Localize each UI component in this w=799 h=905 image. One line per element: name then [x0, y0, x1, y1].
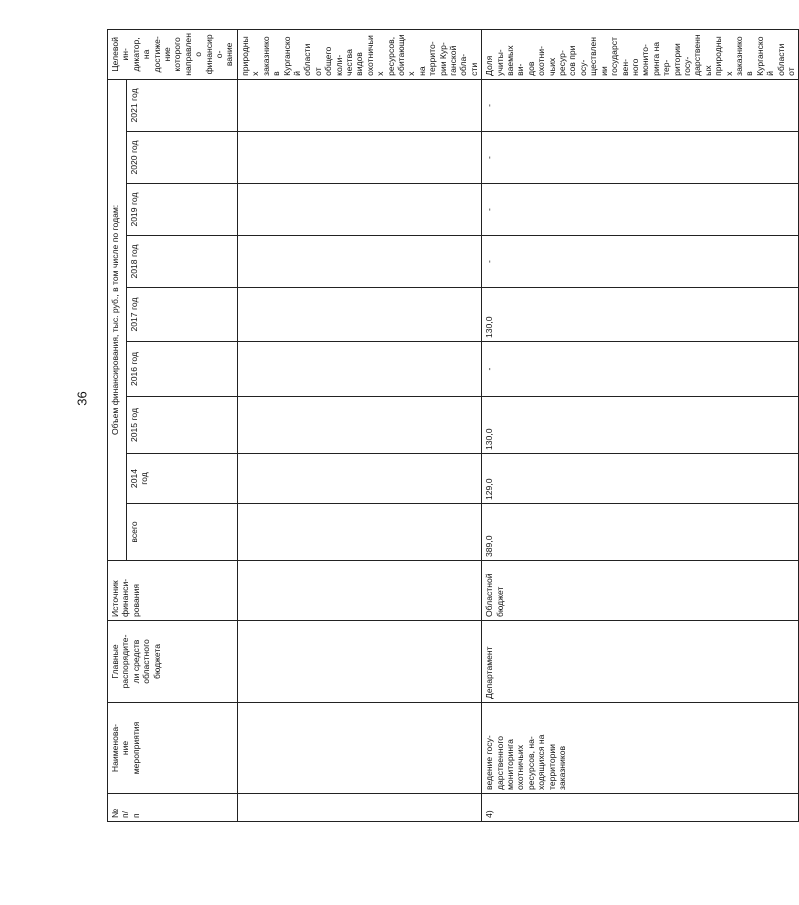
header-2019: 2019 год [126, 184, 237, 236]
cell-source [237, 561, 481, 621]
cell-name: ведение госу- дарственного мониторинга охотничьих ресурсов, на- ходящихся на территории заказников [482, 703, 799, 794]
cell-2020 [237, 132, 481, 184]
header-source: Источник финанси- рования [108, 561, 238, 621]
cell-2018: - [482, 236, 799, 288]
cell-manager: Департамент [482, 621, 799, 703]
cell-2017: 130,0 [482, 288, 799, 342]
cell-num [237, 794, 481, 822]
header-manager: Главные распорядите- ли средств областного бюджета [108, 621, 238, 703]
cell-target: Доля учиты- ваемых ви- дов охотни- чьих ресур- сов при осу- ществлении государствен- ного монито- ринга на тер- ритории госу- дарственных природных заказников Курганской области от [482, 29, 799, 79]
header-2018: 2018 год [126, 236, 237, 288]
page-number: 36 [74, 391, 90, 406]
cell-2021 [237, 79, 481, 131]
cell-2016: - [482, 342, 799, 397]
cell-source: Областной бюджет [482, 561, 799, 621]
rotated-table-wrapper [107, 30, 796, 822]
cell-num: 4) [482, 794, 799, 822]
cell-total [237, 504, 481, 561]
table-row-continuation [237, 29, 481, 821]
cell-target: природных заказников Курганской области от общего коли- чества видов охотничьих ресурсов, обитающих на террито- рии Кур- ганской обла- сти [237, 29, 481, 79]
cell-2017 [237, 288, 481, 342]
cell-2018 [237, 236, 481, 288]
header-2015: 2015 год [126, 397, 237, 454]
cell-2014 [237, 454, 481, 504]
header-funding-group: Объем финансирования, тыс. руб., в том числе по годам: [108, 79, 127, 560]
header-name: Наименова- ние мероприятия [108, 703, 238, 794]
cell-2016 [237, 342, 481, 397]
cell-2014: 129,0 [482, 454, 799, 504]
funding-table [107, 29, 799, 822]
header-num: № п/ п [108, 794, 238, 822]
header-2016: 2016 год [126, 342, 237, 397]
cell-name [237, 703, 481, 794]
header-2014: 2014 год [126, 454, 237, 504]
cell-2021: - [482, 79, 799, 131]
cell-2015: 130,0 [482, 397, 799, 454]
cell-total: 389,0 [482, 504, 799, 561]
cell-2019 [237, 184, 481, 236]
header-2021: 2021 год [126, 79, 237, 131]
header-total: всего [126, 504, 237, 561]
header-target: Целевой ин- дикатор, на достиже- ние которого направлено финансиро- вание [108, 29, 238, 79]
cell-2015 [237, 397, 481, 454]
table-row-4 [482, 29, 799, 821]
header-row-1 [108, 29, 127, 821]
cell-2020: - [482, 132, 799, 184]
header-2020: 2020 год [126, 132, 237, 184]
header-2017: 2017 год [126, 288, 237, 342]
cell-manager [237, 621, 481, 703]
cell-2019: - [482, 184, 799, 236]
